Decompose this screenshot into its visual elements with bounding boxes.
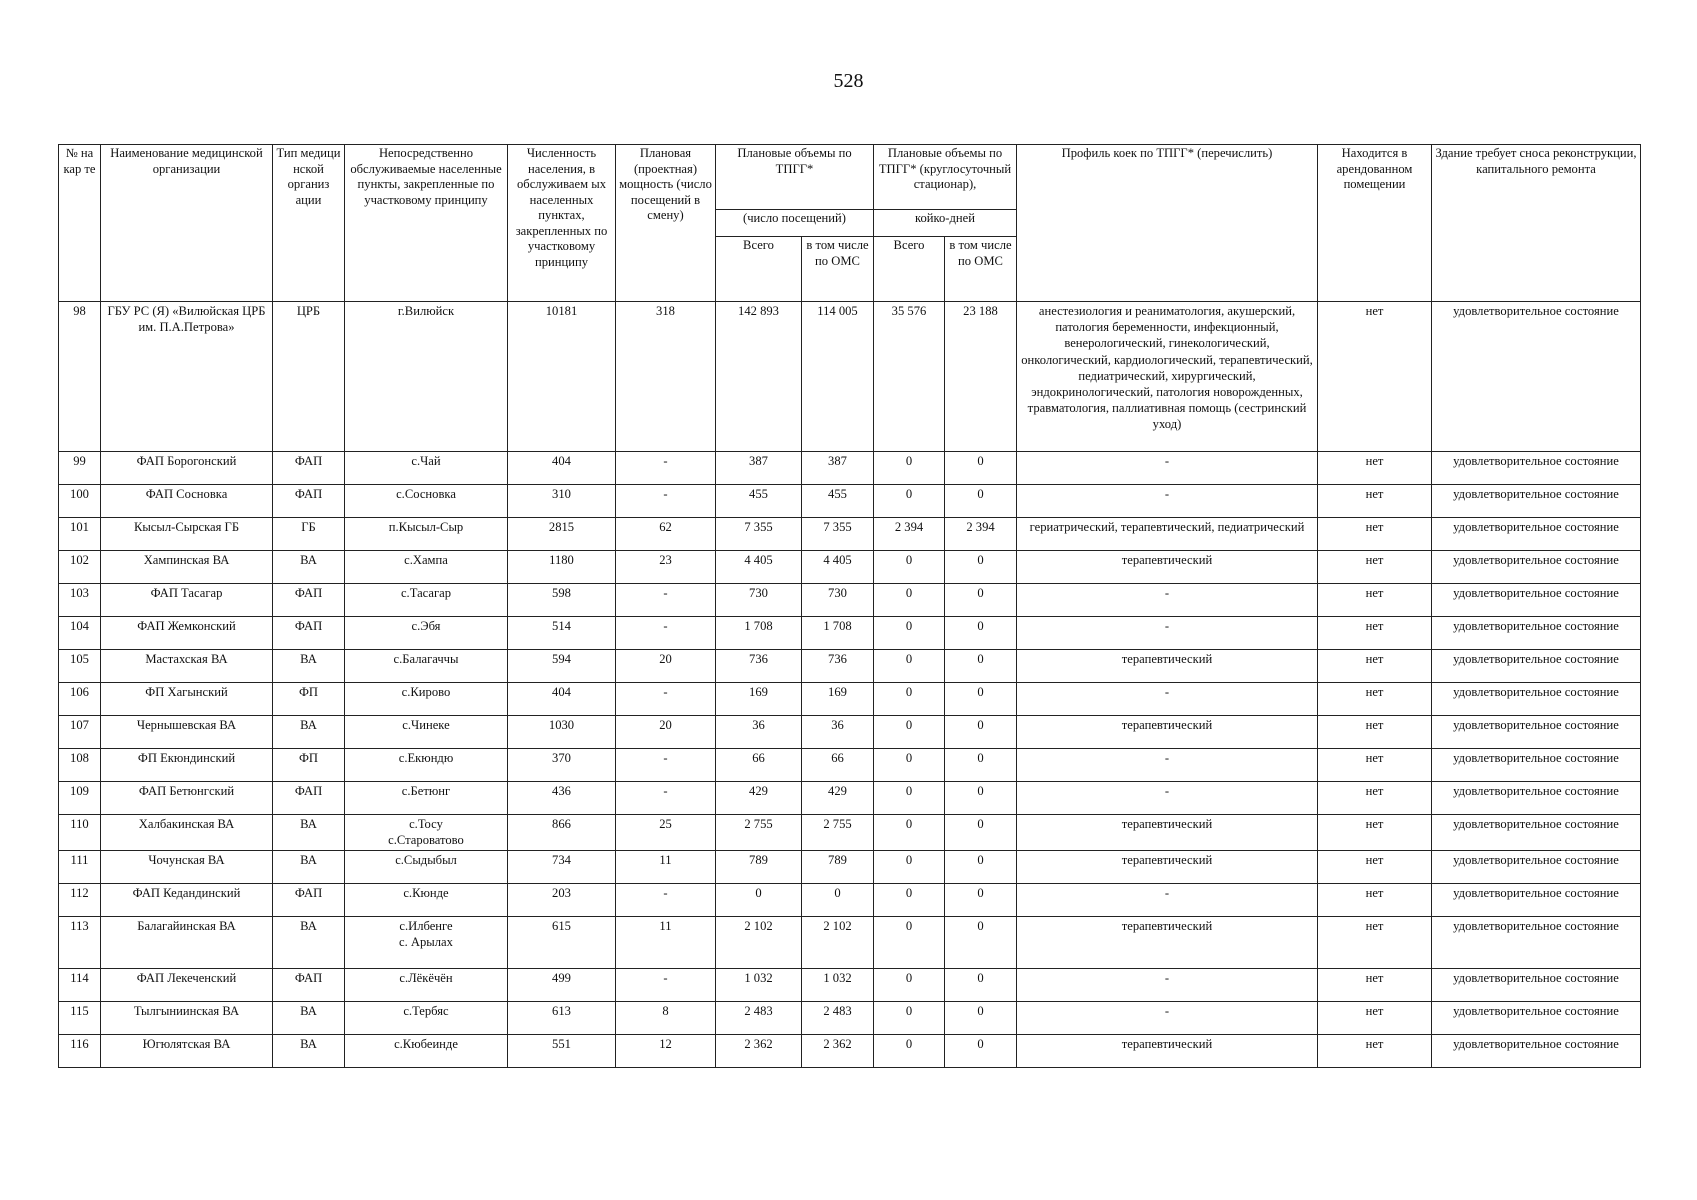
cell-population: 2815 (508, 518, 616, 551)
cell-capacity: - (616, 884, 716, 917)
cell-population: 598 (508, 584, 616, 617)
cell-beds-oms: 23 188 (945, 302, 1017, 452)
cell-settlements: с.Илбенге с. Арылах (345, 917, 508, 969)
cell-type: ГБ (273, 518, 345, 551)
cell-beds-oms: 0 (945, 683, 1017, 716)
cell-type: ВА (273, 716, 345, 749)
cell-visits-total: 2 362 (716, 1035, 802, 1068)
table-row (59, 782, 1641, 815)
cell-num: 101 (59, 518, 101, 551)
cell-name: Хампинская ВА (101, 551, 273, 584)
cell-capacity: - (616, 452, 716, 485)
cell-population: 436 (508, 782, 616, 815)
cell-settlements: с.Лёкёчён (345, 969, 508, 1002)
cell-profile: - (1017, 584, 1318, 617)
cell-leased: нет (1318, 1035, 1432, 1068)
cell-building: удовлетворительное состояние (1432, 782, 1641, 815)
cell-name: ФАП Жемконский (101, 617, 273, 650)
cell-type: ФАП (273, 782, 345, 815)
cell-num: 114 (59, 969, 101, 1002)
table-row (59, 518, 1641, 551)
cell-num: 102 (59, 551, 101, 584)
cell-population: 613 (508, 1002, 616, 1035)
cell-profile: - (1017, 749, 1318, 782)
cell-population: 514 (508, 617, 616, 650)
cell-type: ВА (273, 815, 345, 851)
cell-name: ФАП Сосновка (101, 485, 273, 518)
cell-leased: нет (1318, 584, 1432, 617)
cell-population: 1030 (508, 716, 616, 749)
cell-visits-total: 2 102 (716, 917, 802, 969)
cell-beds-oms: 2 394 (945, 518, 1017, 551)
header-building: Здание требует сноса реконструкции, капитального ремонта (1432, 145, 1641, 302)
cell-name: ФП Хагынский (101, 683, 273, 716)
cell-visits-total: 429 (716, 782, 802, 815)
cell-building: удовлетворительное состояние (1432, 716, 1641, 749)
cell-type: ВА (273, 917, 345, 969)
cell-num: 116 (59, 1035, 101, 1068)
cell-num: 106 (59, 683, 101, 716)
cell-visits-oms: 1 032 (802, 969, 874, 1002)
cell-profile: - (1017, 884, 1318, 917)
table-row (59, 302, 1641, 452)
header-inpatient-group: Плановые объемы по ТПГГ* (круглосуточный стационар), (874, 145, 1017, 210)
cell-num: 112 (59, 884, 101, 917)
cell-beds-total: 0 (874, 551, 945, 584)
cell-settlements: с.Хампа (345, 551, 508, 584)
cell-name: ФАП Лекеченский (101, 969, 273, 1002)
cell-num: 110 (59, 815, 101, 851)
cell-beds-total: 0 (874, 749, 945, 782)
cell-visits-oms: 387 (802, 452, 874, 485)
cell-population: 203 (508, 884, 616, 917)
cell-capacity: 11 (616, 851, 716, 884)
cell-population: 370 (508, 749, 616, 782)
cell-settlements: п.Кысыл-Сыр (345, 518, 508, 551)
cell-building: удовлетворительное состояние (1432, 969, 1641, 1002)
cell-building: удовлетворительное состояние (1432, 584, 1641, 617)
cell-name: Халбакинская ВА (101, 815, 273, 851)
cell-profile: - (1017, 485, 1318, 518)
header-capacity: Плановая (проектная) мощность (число посещений в смену) (616, 145, 716, 302)
table-row (59, 683, 1641, 716)
cell-name: Мастахская ВА (101, 650, 273, 683)
cell-visits-total: 66 (716, 749, 802, 782)
table-row (59, 1035, 1641, 1068)
table-row (59, 884, 1641, 917)
cell-visits-oms: 2 362 (802, 1035, 874, 1068)
cell-leased: нет (1318, 749, 1432, 782)
cell-profile: терапевтический (1017, 851, 1318, 884)
cell-beds-total: 0 (874, 584, 945, 617)
cell-beds-total: 0 (874, 851, 945, 884)
cell-building: удовлетворительное состояние (1432, 617, 1641, 650)
cell-type: ФАП (273, 584, 345, 617)
cell-type: ФП (273, 683, 345, 716)
cell-building: удовлетворительное состояние (1432, 302, 1641, 452)
cell-visits-oms: 1 708 (802, 617, 874, 650)
cell-type: ФАП (273, 884, 345, 917)
cell-capacity: 23 (616, 551, 716, 584)
cell-profile: терапевтический (1017, 815, 1318, 851)
cell-settlements: с.Кирово (345, 683, 508, 716)
cell-beds-oms: 0 (945, 485, 1017, 518)
cell-num: 111 (59, 851, 101, 884)
cell-population: 499 (508, 969, 616, 1002)
cell-visits-oms: 66 (802, 749, 874, 782)
cell-capacity: - (616, 485, 716, 518)
cell-capacity: 25 (616, 815, 716, 851)
cell-beds-oms: 0 (945, 1035, 1017, 1068)
cell-type: ФАП (273, 617, 345, 650)
cell-beds-oms: 0 (945, 749, 1017, 782)
cell-visits-total: 1 708 (716, 617, 802, 650)
cell-visits-oms: 2 483 (802, 1002, 874, 1035)
cell-profile: терапевтический (1017, 551, 1318, 584)
cell-capacity: 8 (616, 1002, 716, 1035)
cell-visits-oms: 2 755 (802, 815, 874, 851)
cell-visits-oms: 36 (802, 716, 874, 749)
cell-population: 615 (508, 917, 616, 969)
cell-type: ВА (273, 551, 345, 584)
cell-num: 100 (59, 485, 101, 518)
cell-visits-total: 387 (716, 452, 802, 485)
cell-leased: нет (1318, 485, 1432, 518)
header-name: Наименование медицинской организации (101, 145, 273, 302)
cell-type: ЦРБ (273, 302, 345, 452)
table-row (59, 617, 1641, 650)
cell-profile: гериатрический, терапевтический, педиатрический (1017, 518, 1318, 551)
cell-profile: - (1017, 969, 1318, 1002)
cell-settlements: г.Вилюйск (345, 302, 508, 452)
cell-settlements: с.Тосу с.Староватово (345, 815, 508, 851)
cell-num: 105 (59, 650, 101, 683)
cell-leased: нет (1318, 917, 1432, 969)
header-visits-total: Всего (716, 237, 802, 302)
table-row (59, 1002, 1641, 1035)
cell-beds-oms: 0 (945, 1002, 1017, 1035)
cell-profile: - (1017, 617, 1318, 650)
cell-beds-total: 0 (874, 884, 945, 917)
cell-visits-total: 0 (716, 884, 802, 917)
cell-visits-oms: 789 (802, 851, 874, 884)
cell-population: 404 (508, 683, 616, 716)
cell-capacity: 11 (616, 917, 716, 969)
header-visits-oms: в том числе по ОМС (802, 237, 874, 302)
cell-leased: нет (1318, 815, 1432, 851)
header-leased: Находится в арендованном помещении (1318, 145, 1432, 302)
cell-beds-total: 0 (874, 650, 945, 683)
cell-settlements: с.Тербяс (345, 1002, 508, 1035)
cell-beds-total: 35 576 (874, 302, 945, 452)
cell-visits-total: 7 355 (716, 518, 802, 551)
cell-beds-total: 0 (874, 782, 945, 815)
cell-leased: нет (1318, 884, 1432, 917)
cell-building: удовлетворительное состояние (1432, 683, 1641, 716)
cell-num: 115 (59, 1002, 101, 1035)
cell-profile: - (1017, 1002, 1318, 1035)
page-number: 528 (833, 70, 864, 92)
cell-profile: терапевтический (1017, 917, 1318, 969)
cell-beds-total: 0 (874, 1002, 945, 1035)
cell-profile: - (1017, 452, 1318, 485)
cell-type: ВА (273, 650, 345, 683)
cell-leased: нет (1318, 551, 1432, 584)
cell-visits-oms: 114 005 (802, 302, 874, 452)
header-type: Тип медици нской организ ации (273, 145, 345, 302)
cell-num: 113 (59, 917, 101, 969)
cell-building: удовлетворительное состояние (1432, 1002, 1641, 1035)
cell-profile: анестезиология и реаниматология, акушерский, патология беременности, инфекционный, венерологический, гинекологический, онкологический, кардиологический, терапевтический, педиатрический, хирургический, эндокринологический, патология новорожденных, травматология, паллиативная помощь (сестринский уход) (1017, 302, 1318, 452)
cell-building: удовлетворительное состояние (1432, 884, 1641, 917)
cell-beds-oms: 0 (945, 650, 1017, 683)
table-row (59, 584, 1641, 617)
cell-name: ФП Екюндинский (101, 749, 273, 782)
header-settlements: Непосредственно обслуживаемые населенные пункты, закрепленные по участковому принципу (345, 145, 508, 302)
cell-building: удовлетворительное состояние (1432, 518, 1641, 551)
cell-building: удовлетворительное состояние (1432, 851, 1641, 884)
cell-visits-oms: 2 102 (802, 917, 874, 969)
cell-building: удовлетворительное состояние (1432, 485, 1641, 518)
cell-name: ГБУ РС (Я) «Вилюйская ЦРБ им. П.А.Петрова» (101, 302, 273, 452)
cell-capacity: - (616, 782, 716, 815)
cell-visits-total: 1 032 (716, 969, 802, 1002)
cell-name: Чочунская ВА (101, 851, 273, 884)
cell-num: 98 (59, 302, 101, 452)
cell-name: Кысыл-Сырская ГБ (101, 518, 273, 551)
cell-visits-oms: 736 (802, 650, 874, 683)
cell-type: ФАП (273, 452, 345, 485)
cell-visits-total: 169 (716, 683, 802, 716)
cell-visits-total: 142 893 (716, 302, 802, 452)
cell-beds-oms: 0 (945, 551, 1017, 584)
cell-leased: нет (1318, 518, 1432, 551)
cell-num: 99 (59, 452, 101, 485)
cell-leased: нет (1318, 302, 1432, 452)
table-row (59, 969, 1641, 1002)
cell-capacity: - (616, 683, 716, 716)
cell-settlements: с.Сыдыбыл (345, 851, 508, 884)
header-beds-total: Всего (874, 237, 945, 302)
cell-num: 103 (59, 584, 101, 617)
table-header (59, 145, 1641, 302)
cell-settlements: с.Балагаччы (345, 650, 508, 683)
cell-leased: нет (1318, 452, 1432, 485)
cell-num: 104 (59, 617, 101, 650)
cell-beds-total: 0 (874, 815, 945, 851)
table-row (59, 485, 1641, 518)
cell-leased: нет (1318, 851, 1432, 884)
cell-capacity: 318 (616, 302, 716, 452)
cell-visits-oms: 169 (802, 683, 874, 716)
header-profile: Профиль коек по ТПГГ* (перечислить) (1017, 145, 1318, 302)
cell-leased: нет (1318, 716, 1432, 749)
cell-visits-oms: 429 (802, 782, 874, 815)
cell-type: ВА (273, 1035, 345, 1068)
cell-settlements: с.Бетюнг (345, 782, 508, 815)
cell-beds-total: 0 (874, 485, 945, 518)
header-visits-sub: (число посещений) (716, 210, 874, 237)
cell-name: ФАП Кедандинский (101, 884, 273, 917)
cell-capacity: 20 (616, 716, 716, 749)
cell-building: удовлетворительное состояние (1432, 452, 1641, 485)
cell-population: 551 (508, 1035, 616, 1068)
cell-beds-oms: 0 (945, 782, 1017, 815)
cell-name: ФАП Борогонский (101, 452, 273, 485)
cell-population: 594 (508, 650, 616, 683)
cell-settlements: с.Чай (345, 452, 508, 485)
cell-visits-oms: 0 (802, 884, 874, 917)
cell-leased: нет (1318, 650, 1432, 683)
cell-visits-total: 730 (716, 584, 802, 617)
cell-visits-total: 455 (716, 485, 802, 518)
cell-building: удовлетворительное состояние (1432, 551, 1641, 584)
cell-visits-total: 2 755 (716, 815, 802, 851)
cell-num: 108 (59, 749, 101, 782)
cell-leased: нет (1318, 683, 1432, 716)
cell-beds-total: 0 (874, 452, 945, 485)
header-beds-oms: в том числе по ОМС (945, 237, 1017, 302)
cell-visits-oms: 7 355 (802, 518, 874, 551)
cell-beds-total: 0 (874, 969, 945, 1002)
cell-beds-total: 0 (874, 716, 945, 749)
cell-type: ФАП (273, 485, 345, 518)
cell-name: Югюлятская ВА (101, 1035, 273, 1068)
cell-settlements: с.Эбя (345, 617, 508, 650)
cell-visits-total: 789 (716, 851, 802, 884)
cell-beds-total: 0 (874, 617, 945, 650)
cell-capacity: - (616, 969, 716, 1002)
table-row (59, 851, 1641, 884)
cell-num: 109 (59, 782, 101, 815)
facilities-table (58, 144, 1641, 1068)
cell-visits-total: 36 (716, 716, 802, 749)
cell-beds-oms: 0 (945, 884, 1017, 917)
cell-capacity: 20 (616, 650, 716, 683)
cell-population: 310 (508, 485, 616, 518)
cell-population: 10181 (508, 302, 616, 452)
cell-building: удовлетворительное состояние (1432, 917, 1641, 969)
cell-building: удовлетворительное состояние (1432, 749, 1641, 782)
cell-name: Чернышевская ВА (101, 716, 273, 749)
cell-capacity: - (616, 749, 716, 782)
table-row (59, 749, 1641, 782)
header-num: № на кар те (59, 145, 101, 302)
cell-building: удовлетворительное состояние (1432, 1035, 1641, 1068)
cell-type: ВА (273, 1002, 345, 1035)
cell-visits-total: 2 483 (716, 1002, 802, 1035)
cell-population: 404 (508, 452, 616, 485)
cell-visits-oms: 4 405 (802, 551, 874, 584)
table-row (59, 452, 1641, 485)
cell-profile: терапевтический (1017, 1035, 1318, 1068)
cell-beds-oms: 0 (945, 617, 1017, 650)
cell-visits-total: 736 (716, 650, 802, 683)
cell-leased: нет (1318, 1002, 1432, 1035)
cell-type: ВА (273, 851, 345, 884)
cell-population: 1180 (508, 551, 616, 584)
cell-settlements: с.Тасагар (345, 584, 508, 617)
header-population: Численность населения, в обслуживаем ых населенных пунктах, закрепленных по участковому принципу (508, 145, 616, 302)
cell-capacity: 12 (616, 1035, 716, 1068)
cell-beds-oms: 0 (945, 917, 1017, 969)
cell-beds-total: 0 (874, 917, 945, 969)
cell-building: удовлетворительное состояние (1432, 650, 1641, 683)
table-row (59, 650, 1641, 683)
cell-visits-oms: 455 (802, 485, 874, 518)
cell-type: ФАП (273, 969, 345, 1002)
cell-beds-oms: 0 (945, 716, 1017, 749)
cell-settlements: с.Чинеке (345, 716, 508, 749)
cell-building: удовлетворительное состояние (1432, 815, 1641, 851)
cell-leased: нет (1318, 969, 1432, 1002)
table-body (59, 302, 1641, 1068)
cell-type: ФП (273, 749, 345, 782)
cell-profile: терапевтический (1017, 650, 1318, 683)
cell-profile: терапевтический (1017, 716, 1318, 749)
cell-settlements: с.Сосновка (345, 485, 508, 518)
cell-num: 107 (59, 716, 101, 749)
cell-population: 866 (508, 815, 616, 851)
cell-capacity: - (616, 584, 716, 617)
cell-leased: нет (1318, 617, 1432, 650)
cell-capacity: - (616, 617, 716, 650)
cell-name: ФАП Тасагар (101, 584, 273, 617)
cell-beds-total: 2 394 (874, 518, 945, 551)
cell-profile: - (1017, 683, 1318, 716)
cell-beds-total: 0 (874, 1035, 945, 1068)
cell-settlements: с.Кюбеинде (345, 1035, 508, 1068)
cell-beds-oms: 0 (945, 452, 1017, 485)
cell-profile: - (1017, 782, 1318, 815)
cell-beds-oms: 0 (945, 851, 1017, 884)
cell-capacity: 62 (616, 518, 716, 551)
table-row (59, 917, 1641, 969)
cell-beds-total: 0 (874, 683, 945, 716)
header-visits-group: Плановые объемы по ТПГГ* (716, 145, 874, 210)
cell-population: 734 (508, 851, 616, 884)
header-inpatient-sub: койко-дней (874, 210, 1017, 237)
cell-visits-oms: 730 (802, 584, 874, 617)
cell-settlements: с.Кюнде (345, 884, 508, 917)
cell-settlements: с.Екюндю (345, 749, 508, 782)
cell-beds-oms: 0 (945, 584, 1017, 617)
cell-beds-oms: 0 (945, 815, 1017, 851)
cell-name: Тылгыниинская ВА (101, 1002, 273, 1035)
cell-name: Балагайинская ВА (101, 917, 273, 969)
cell-leased: нет (1318, 782, 1432, 815)
cell-visits-total: 4 405 (716, 551, 802, 584)
table-row (59, 551, 1641, 584)
cell-name: ФАП Бетюнгский (101, 782, 273, 815)
table-row (59, 716, 1641, 749)
table-row (59, 815, 1641, 851)
cell-beds-oms: 0 (945, 969, 1017, 1002)
